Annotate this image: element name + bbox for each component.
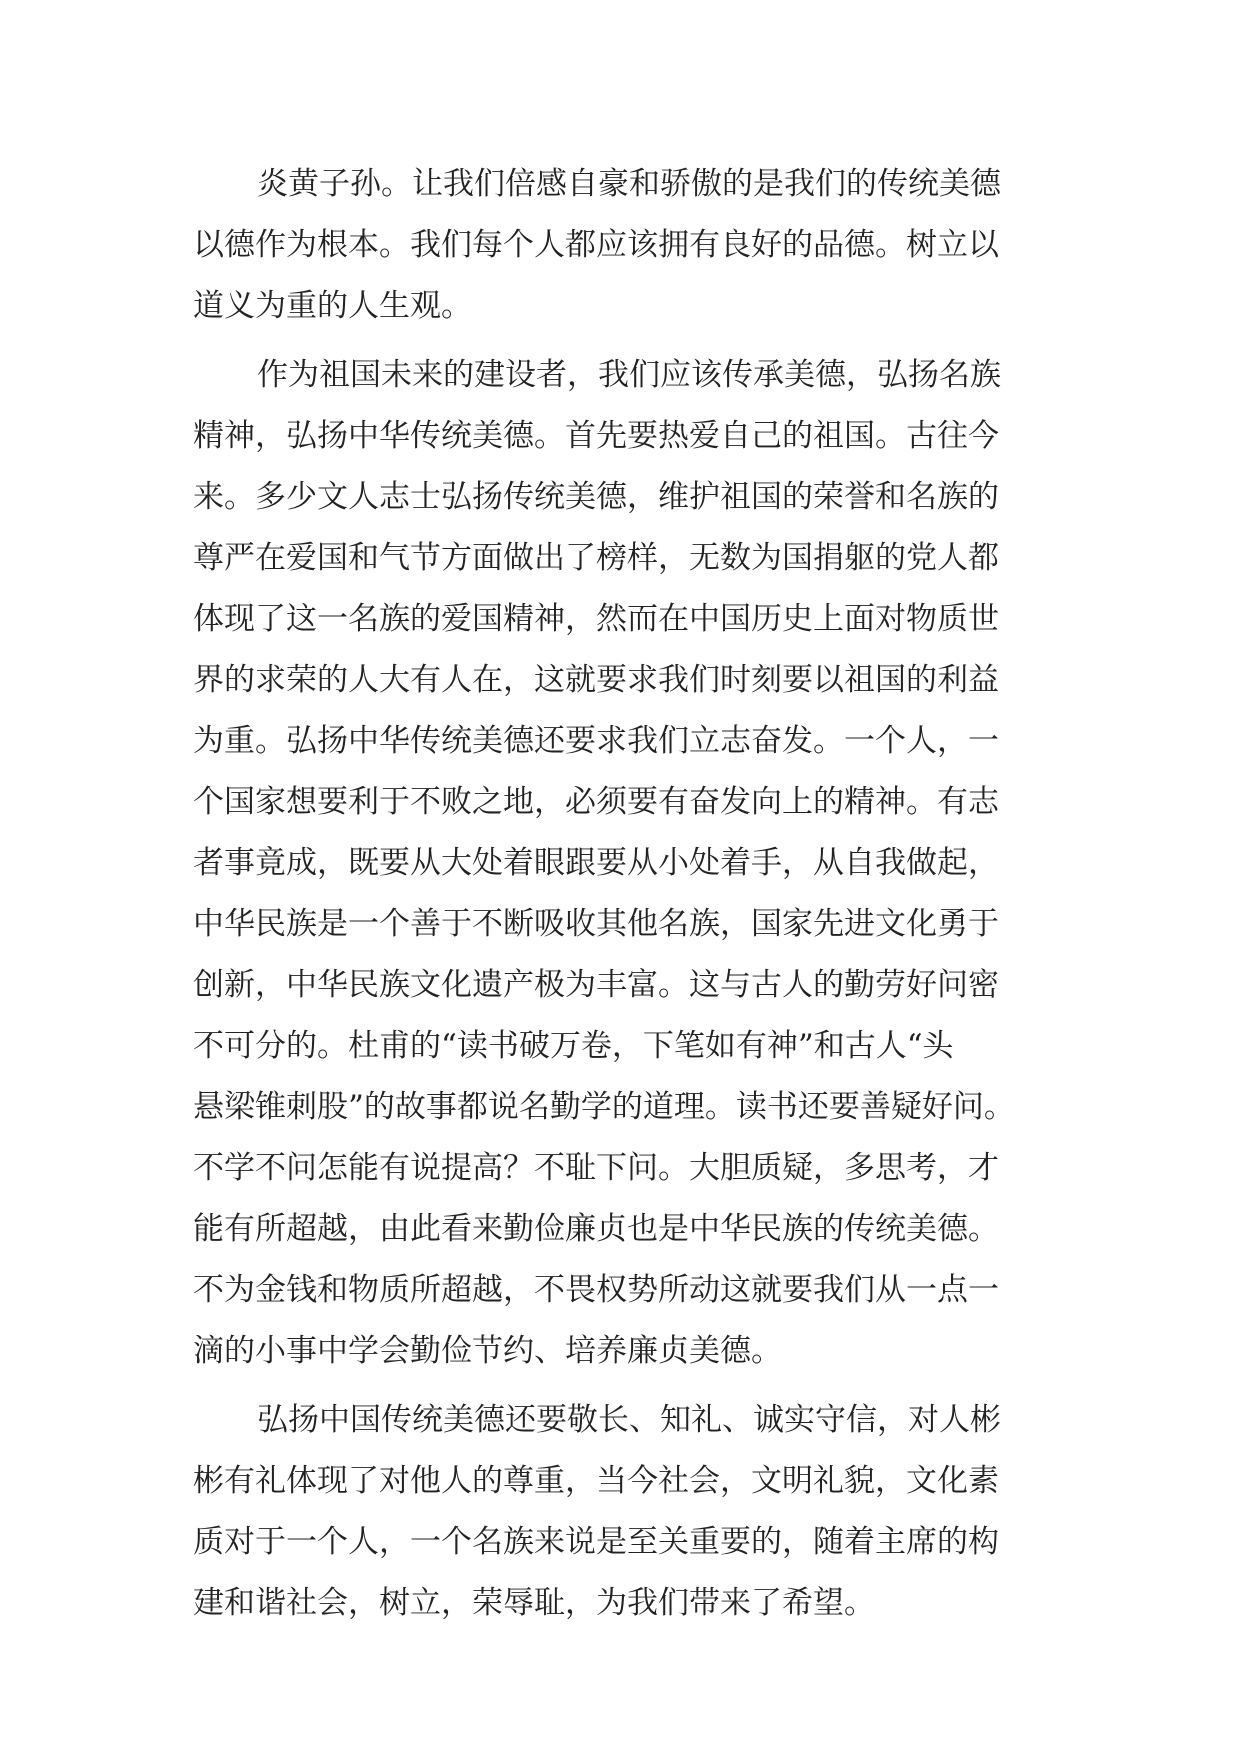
text-line: 界的求荣的人大有人在，这就要求我们时刻要以祖国的利益	[193, 662, 999, 698]
text-line: 不可分的。杜甫的“读书破万卷，下笔如有神”和古人“头	[193, 1028, 954, 1064]
body-text	[193, 154, 1073, 1634]
text-line: 来。多少文人志士弘扬传统美德，维护祖国的荣誉和名族的	[193, 479, 999, 515]
text-line: 道义为重的人生观。	[193, 288, 472, 324]
text-line: 质对于一个人，一个名族来说是至关重要的，随着主席的构	[193, 1524, 999, 1560]
paragraph	[193, 154, 1073, 337]
text-line: 以德作为根本。我们每个人都应该拥有良好的品德。树立以	[193, 227, 999, 263]
text-line: 作为祖国未来的建设者，我们应该传承美德，弘扬名族	[257, 357, 1001, 393]
text-line: 悬梁锥刺股”的故事都说名勤学的道理。读书还要善疑好问。	[193, 1089, 1015, 1125]
text-line: 精神，弘扬中华传统美德。首先要热爱自己的祖国。古往今	[193, 418, 999, 454]
text-line: 不为金钱和物质所超越，不畏权势所动这就要我们从一点一	[193, 1272, 999, 1308]
text-line: 尊严在爱国和气节方面做出了榜样，无数为国捐躯的党人都	[193, 540, 999, 576]
text-line: 弘扬中国传统美德还要敬长、知礼、诚实守信，对人彬	[257, 1402, 1001, 1438]
text-line: 体现了这一名族的爱国精神，然而在中国历史上面对物质世	[193, 601, 999, 637]
paragraph	[193, 1390, 1073, 1634]
text-line: 炎黄子孙。让我们倍感自豪和骄傲的是我们的传统美德	[257, 166, 1001, 202]
text-line: 不学不问怎能有说提高？不耻下问。大胆质疑，多思考，才	[193, 1150, 999, 1186]
text-line: 者事竟成，既要从大处着眼跟要从小处着手，从自我做起，	[193, 845, 999, 881]
paragraph	[193, 345, 1073, 1382]
text-line: 建和谐社会，树立，荣辱耻，为我们带来了希望。	[193, 1585, 875, 1621]
text-line: 滴的小事中学会勤俭节约、培养廉贞美德。	[193, 1333, 782, 1369]
text-line: 创新，中华民族文化遗产极为丰富。这与古人的勤劳好问密	[193, 967, 999, 1003]
text-line: 彬有礼体现了对他人的尊重，当今社会，文明礼貌，文化素	[193, 1463, 999, 1499]
text-line: 为重。弘扬中华传统美德还要求我们立志奋发。一个人，一	[193, 723, 999, 759]
text-line: 个国家想要利于不败之地，必须要有奋发向上的精神。有志	[193, 784, 999, 820]
text-line: 能有所超越，由此看来勤俭廉贞也是中华民族的传统美德。	[193, 1211, 999, 1247]
text-line: 中华民族是一个善于不断吸收其他名族，国家先进文化勇于	[193, 906, 999, 942]
